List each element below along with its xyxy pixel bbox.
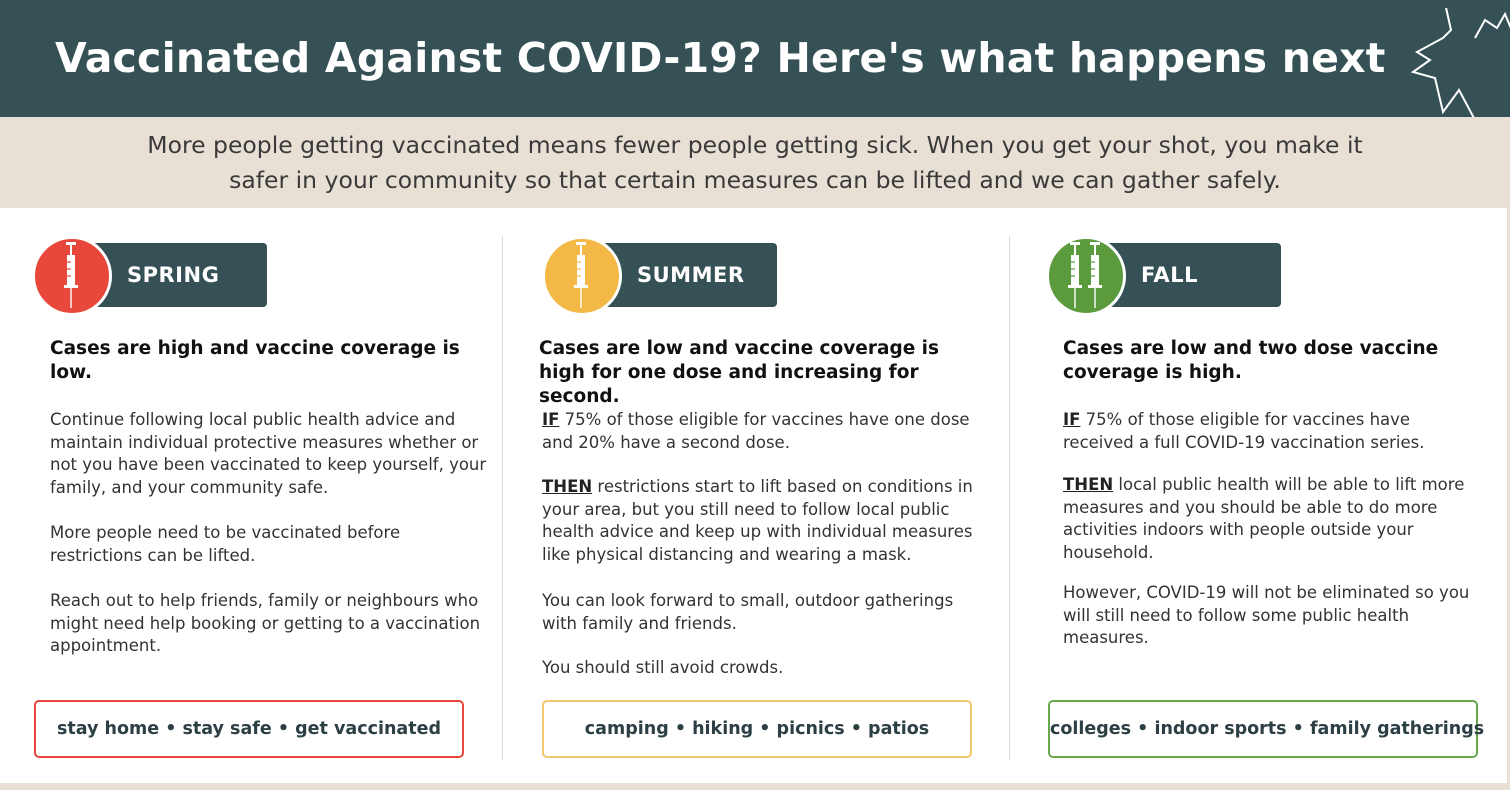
season-heading: Cases are high and vaccine coverage is low. [50, 338, 460, 383]
footer-band [0, 783, 1510, 790]
intro-line-2: safer in your community so that certain measures can be lifted and we can gather safely. [229, 166, 1281, 194]
season-column-spring [32, 236, 492, 776]
maple-leaf-icon [1405, 8, 1510, 117]
if-keyword: IF [1063, 410, 1081, 429]
season-label: SPRING [127, 263, 220, 287]
season-heading: Cases are low and two dose vaccine coverage is high. [1063, 338, 1439, 383]
season-label: FALL [1141, 263, 1198, 287]
season-label: SUMMER [637, 263, 745, 287]
season-heading: Cases are low and vaccine coverage is high for one dose and increasing for second. [539, 338, 940, 407]
season-paragraph [542, 409, 982, 454]
season-column-summer [539, 236, 1002, 776]
page-title: Vaccinated Against COVID-19? Here's what happens next [55, 34, 1386, 82]
column-divider [1009, 236, 1010, 760]
fall-activities-pill: colleges • indoor sports • family gatherings [1048, 700, 1478, 758]
season-badge [542, 236, 622, 316]
season-paragraph: Reach out to help friends, family or neighbours who might need help booking or getting to a vaccination appointment. [50, 591, 481, 655]
season-tab [602, 243, 777, 307]
syringe-icon [35, 239, 109, 313]
spring-activities-pill: stay home • stay safe • get vaccinated [34, 700, 464, 758]
condition-text: 75% of those eligible for vaccines have received a full COVID-19 vaccination series. [1063, 410, 1425, 452]
then-keyword: THEN [1063, 475, 1114, 494]
condition-text: 75% of those eligible for vaccines have one dose and 20% have a second dose. [542, 410, 970, 452]
season-paragraph: Continue following local public health advice and maintain individual protective measures whether or not you have been vaccinated to keep yourself, your family, and your community safe. [50, 410, 487, 497]
summer-activities-pill: camping • hiking • picnics • patios [542, 700, 972, 758]
season-tab [92, 243, 267, 307]
season-badge [1046, 236, 1126, 316]
season-paragraph: However, COVID-19 will not be eliminated so you will still need to follow some public health measures. [1063, 583, 1470, 647]
season-paragraph: More people need to be vaccinated before restrictions can be lifted. [50, 523, 401, 565]
season-column-fall [1046, 236, 1506, 776]
double-syringe-icon [1049, 239, 1123, 313]
outcome-text: restrictions start to lift based on conditions in your area, but you still need to follow local public health advice and keep up with individual measures like physical distancing and wearing a mask. [542, 477, 973, 564]
season-paragraph [1063, 474, 1473, 564]
season-paragraph [1063, 409, 1473, 454]
season-tab [1106, 243, 1281, 307]
season-paragraph [542, 476, 982, 566]
column-divider [502, 236, 503, 760]
intro-line-1: More people getting vaccinated means fewer people getting sick. When you get your shot, you make it [147, 131, 1363, 159]
then-keyword: THEN [542, 477, 593, 496]
outcome-text: local public health will be able to lift more measures and you should be able to do more activities indoors with people outside your household. [1063, 475, 1465, 562]
if-keyword: IF [542, 410, 560, 429]
intro-banner [0, 117, 1510, 208]
season-paragraph: You should still avoid crowds. [542, 658, 784, 677]
season-paragraph: You can look forward to small, outdoor gatherings with family and friends. [542, 591, 954, 633]
season-badge [32, 236, 112, 316]
header-banner [0, 0, 1510, 117]
syringe-icon [545, 239, 619, 313]
